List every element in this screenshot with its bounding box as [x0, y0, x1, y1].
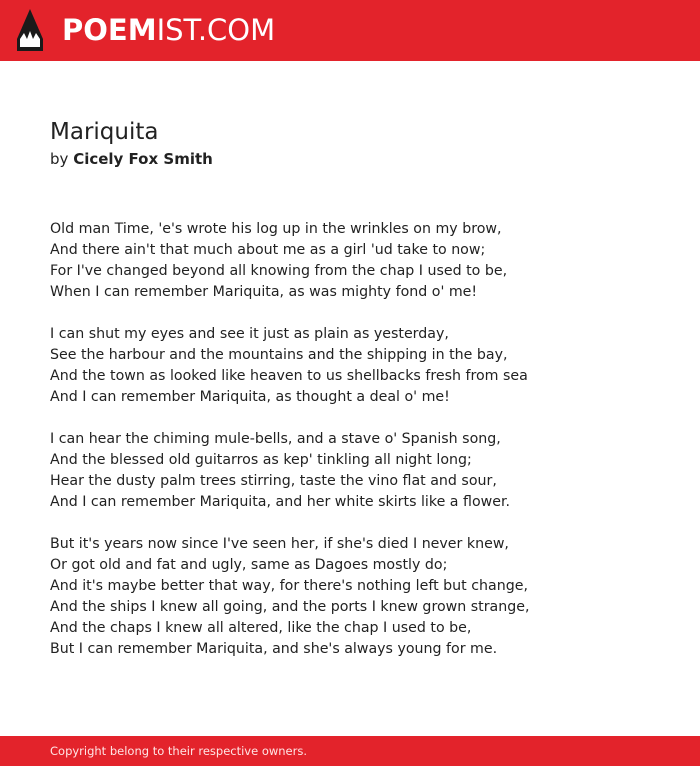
poem-line: But it's years now since I've seen her, if she's died I never knew, — [50, 536, 509, 552]
poem-line: And the chaps I knew all altered, like the chap I used to be, — [50, 620, 472, 636]
poem-line: I can hear the chiming mule-bells, and a stave o' Spanish song, — [50, 431, 501, 447]
poem-line: Hear the dusty palm trees stirring, taste the vino flat and sour, — [50, 473, 497, 489]
poem-line: And the blessed old guitarros as kep' tinkling all night long; — [50, 452, 472, 468]
poem-line: When I can remember Mariquita, as was mighty fond o' me! — [50, 284, 478, 300]
logo-light-part: IST.COM — [156, 13, 276, 47]
poem-line: And there ain't that much about me as a girl 'ud take to now; — [50, 242, 486, 258]
poem-line: And the ships I knew all going, and the ports I knew grown strange, — [50, 599, 530, 615]
poem-line: And the town as looked like heaven to us shellbacks fresh from sea — [50, 368, 528, 384]
poem-line: I can shut my eyes and see it just as plain as yesterday, — [50, 326, 449, 342]
poem-heading — [50, 117, 670, 170]
poem-line: And I can remember Mariquita, and her white skirts like a flower. — [50, 494, 510, 510]
poem-title: Mariquita — [50, 119, 159, 145]
poem-line: Or got old and fat and ugly, same as Dagoes mostly do; — [50, 557, 448, 573]
poem-line: For I've changed beyond all knowing from the chap I used to be, — [50, 263, 508, 279]
pencil-logo-icon[interactable] — [17, 9, 43, 51]
site-logo[interactable] — [62, 12, 275, 48]
stanza — [50, 534, 670, 660]
stanza — [50, 324, 670, 408]
by-label: by — [50, 150, 69, 168]
byline — [50, 148, 670, 170]
author-name: Cicely Fox Smith — [73, 150, 213, 168]
poem-body — [50, 219, 670, 681]
site-footer — [0, 736, 700, 766]
stanza — [50, 219, 670, 303]
site-header — [0, 0, 700, 61]
logo-bold-part: POEM — [62, 13, 157, 47]
poem-line: But I can remember Mariquita, and she's always young for me. — [50, 641, 498, 657]
poem-line: See the harbour and the mountains and the shipping in the bay, — [50, 347, 508, 363]
copyright-text: Copyright belong to their respective owners. — [50, 744, 308, 758]
poem-line: And it's maybe better that way, for there's nothing left but change, — [50, 578, 528, 594]
stanza — [50, 429, 670, 513]
poem-line: And I can remember Mariquita, as thought a deal o' me! — [50, 389, 450, 405]
poem-line: Old man Time, 'e's wrote his log up in the wrinkles on my brow, — [50, 221, 502, 237]
